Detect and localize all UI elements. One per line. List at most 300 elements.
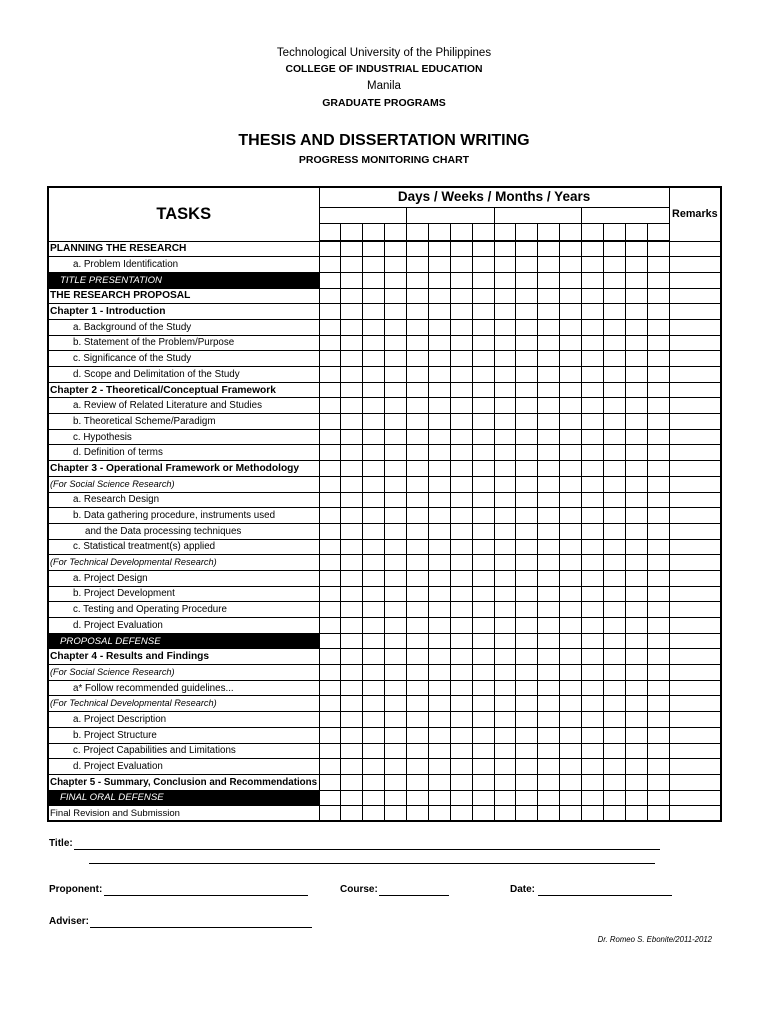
progress-cell [516, 382, 538, 398]
progress-cell [647, 241, 669, 257]
progress-cell [516, 539, 538, 555]
progress-cell [428, 382, 450, 398]
progress-cell [647, 696, 669, 712]
task-row [48, 414, 721, 430]
progress-cell [538, 445, 560, 461]
progress-cell [647, 555, 669, 571]
progress-cell [319, 727, 341, 743]
progress-cell [450, 586, 472, 602]
progress-cell [494, 712, 516, 728]
progress-cell [582, 445, 604, 461]
progress-cell [516, 304, 538, 320]
progress-cell [582, 523, 604, 539]
progress-cell [407, 665, 429, 681]
progress-cell [516, 665, 538, 681]
progress-cell [363, 523, 385, 539]
progress-cell [450, 774, 472, 790]
remarks-cell [669, 586, 721, 602]
progress-cell [538, 319, 560, 335]
progress-cell [494, 523, 516, 539]
progress-cell [582, 602, 604, 618]
progress-cell [538, 241, 560, 257]
remarks-header: Remarks [669, 187, 721, 241]
progress-cell [647, 774, 669, 790]
progress-cell [582, 633, 604, 649]
period-slot-cell [582, 223, 604, 241]
progress-cell [385, 492, 407, 508]
progress-cell [647, 398, 669, 414]
document-subtitle: PROGRESS MONITORING CHART [298, 154, 470, 166]
progress-cell [603, 555, 625, 571]
progress-cell [538, 429, 560, 445]
progress-cell [319, 272, 341, 288]
progress-cell [341, 790, 363, 806]
progress-cell [516, 288, 538, 304]
task-cell [48, 774, 319, 790]
progress-cell [494, 602, 516, 618]
progress-cell [625, 508, 647, 524]
progress-cell [625, 618, 647, 634]
progress-cell [363, 570, 385, 586]
progress-cell [647, 570, 669, 586]
progress-cell [472, 288, 494, 304]
remarks-cell [669, 618, 721, 634]
task-label: a. Project Design [73, 572, 148, 584]
progress-cell [363, 727, 385, 743]
progress-cell [385, 367, 407, 383]
period-group-cell [407, 207, 495, 223]
progress-cell [450, 288, 472, 304]
progress-cell [407, 461, 429, 477]
progress-cell [407, 272, 429, 288]
progress-cell [472, 774, 494, 790]
progress-cell [385, 680, 407, 696]
progress-cell [516, 555, 538, 571]
progress-cell [603, 382, 625, 398]
progress-cell [319, 806, 341, 822]
progress-cell [582, 555, 604, 571]
progress-cell [647, 288, 669, 304]
period-group-cell [494, 207, 582, 223]
progress-cell [428, 602, 450, 618]
progress-cell [341, 680, 363, 696]
task-cell [48, 555, 319, 571]
progress-cell [494, 272, 516, 288]
progress-cell [516, 351, 538, 367]
progress-cell [407, 476, 429, 492]
progress-cell [407, 774, 429, 790]
progress-cell [341, 649, 363, 665]
progress-cell [538, 759, 560, 775]
task-label: THE RESEARCH PROPOSAL [50, 290, 191, 302]
progress-cell [363, 398, 385, 414]
progress-cell [363, 743, 385, 759]
progress-cell [385, 335, 407, 351]
progress-cell [363, 712, 385, 728]
progress-cell [538, 335, 560, 351]
task-row [48, 539, 721, 555]
task-row [48, 665, 721, 681]
progress-cell [450, 618, 472, 634]
progress-cell [603, 727, 625, 743]
progress-cell [603, 445, 625, 461]
progress-cell [407, 523, 429, 539]
progress-cell [428, 680, 450, 696]
progress-cell [647, 586, 669, 602]
progress-cell [341, 476, 363, 492]
progress-cell [385, 806, 407, 822]
task-cell [48, 398, 319, 414]
progress-cell [560, 712, 582, 728]
progress-cell [407, 602, 429, 618]
progress-cell [472, 743, 494, 759]
progress-cell [341, 492, 363, 508]
progress-cell [363, 319, 385, 335]
progress-cell [560, 319, 582, 335]
task-row [48, 508, 721, 524]
progress-cell [494, 555, 516, 571]
progress-cell [319, 570, 341, 586]
progress-cell [538, 351, 560, 367]
progress-cell [472, 304, 494, 320]
progress-cell [472, 790, 494, 806]
task-rows [48, 241, 721, 821]
remarks-cell [669, 712, 721, 728]
progress-cell [494, 288, 516, 304]
progress-cell [494, 696, 516, 712]
progress-cell [428, 398, 450, 414]
task-label: c. Hypothesis [73, 431, 132, 443]
progress-cell [560, 680, 582, 696]
progress-cell [582, 774, 604, 790]
progress-cell [319, 382, 341, 398]
progress-cell [538, 492, 560, 508]
progress-cell [625, 461, 647, 477]
progress-cell [428, 539, 450, 555]
progress-cell [428, 272, 450, 288]
progress-cell [494, 335, 516, 351]
progress-cell [603, 319, 625, 335]
progress-cell [341, 743, 363, 759]
task-cell [48, 508, 319, 524]
progress-cell [516, 586, 538, 602]
progress-cell [319, 712, 341, 728]
progress-cell [538, 790, 560, 806]
task-row [48, 445, 721, 461]
task-row [48, 335, 721, 351]
progress-cell [647, 414, 669, 430]
progress-cell [450, 712, 472, 728]
progress-cell [647, 272, 669, 288]
progress-cell [428, 351, 450, 367]
task-label: c. Statistical treatment(s) applied [73, 541, 216, 553]
progress-cell [450, 523, 472, 539]
progress-cell [428, 774, 450, 790]
progress-cell [625, 712, 647, 728]
progress-cell [603, 570, 625, 586]
progress-cell [450, 743, 472, 759]
progress-cell [319, 790, 341, 806]
progress-cell [625, 790, 647, 806]
progress-cell [341, 257, 363, 273]
progress-cell [407, 570, 429, 586]
progress-cell [560, 288, 582, 304]
progress-cell [363, 367, 385, 383]
progress-cell [450, 304, 472, 320]
progress-cell [363, 759, 385, 775]
task-cell [48, 712, 319, 728]
progress-cell [450, 445, 472, 461]
progress-cell [385, 539, 407, 555]
progress-cell [319, 539, 341, 555]
progress-cell [450, 790, 472, 806]
title-blank-line-2 [89, 852, 655, 864]
task-cell [48, 461, 319, 477]
progress-cell [341, 272, 363, 288]
progress-cell [582, 461, 604, 477]
progress-cell [363, 618, 385, 634]
task-label: a. Problem Identification [73, 259, 179, 271]
progress-cell [516, 429, 538, 445]
progress-cell [319, 429, 341, 445]
progress-cell [560, 429, 582, 445]
task-cell [48, 414, 319, 430]
task-cell [48, 367, 319, 383]
progress-cell [494, 351, 516, 367]
progress-cell [625, 649, 647, 665]
progress-cell [647, 539, 669, 555]
progress-cell [385, 398, 407, 414]
progress-cell [516, 319, 538, 335]
task-label: Chapter 2 - Theoretical/Conceptual Framework [50, 384, 276, 396]
task-cell [48, 570, 319, 586]
task-row [48, 476, 721, 492]
progress-cell [603, 241, 625, 257]
progress-cell [603, 508, 625, 524]
progress-cell [341, 555, 363, 571]
progress-cell [516, 790, 538, 806]
progress-cell [538, 586, 560, 602]
progress-cell [472, 523, 494, 539]
progress-cell [538, 618, 560, 634]
period-slot-cell [407, 223, 429, 241]
task-cell [48, 665, 319, 681]
progress-cell [385, 382, 407, 398]
progress-cell [428, 445, 450, 461]
progress-cell [428, 304, 450, 320]
progress-cell [538, 555, 560, 571]
milestone-row [48, 790, 721, 806]
progress-cell [428, 367, 450, 383]
progress-cell [516, 445, 538, 461]
progress-cell [407, 633, 429, 649]
progress-cell [494, 633, 516, 649]
progress-cell [363, 586, 385, 602]
progress-cell [625, 492, 647, 508]
remarks-cell [669, 461, 721, 477]
task-label: d. Project Evaluation [73, 761, 163, 773]
task-row [48, 319, 721, 335]
progress-cell [319, 602, 341, 618]
task-row [48, 727, 721, 743]
progress-cell [319, 367, 341, 383]
period-slot-cell [472, 223, 494, 241]
progress-cell [625, 523, 647, 539]
period-slot-cell [538, 223, 560, 241]
progress-cell [625, 351, 647, 367]
progress-cell [450, 539, 472, 555]
progress-cell [560, 806, 582, 822]
task-cell [48, 523, 319, 539]
task-cell [48, 351, 319, 367]
progress-cell [472, 492, 494, 508]
progress-cell [341, 382, 363, 398]
task-cell [48, 633, 319, 649]
progress-cell [428, 492, 450, 508]
task-row [48, 570, 721, 586]
progress-cell [494, 429, 516, 445]
progress-cell [516, 602, 538, 618]
progress-cell [428, 241, 450, 257]
progress-cell [494, 414, 516, 430]
progress-cell [428, 461, 450, 477]
progress-cell [363, 414, 385, 430]
progress-cell [341, 570, 363, 586]
progress-cell [407, 806, 429, 822]
remarks-cell [669, 649, 721, 665]
title-label: Title: [49, 838, 73, 849]
progress-cell [472, 602, 494, 618]
progress-cell [647, 618, 669, 634]
task-row [48, 618, 721, 634]
progress-cell [428, 743, 450, 759]
progress-cell [582, 272, 604, 288]
task-row [48, 382, 721, 398]
progress-cell [407, 304, 429, 320]
progress-cell [603, 696, 625, 712]
progress-cell [385, 618, 407, 634]
progress-cell [516, 696, 538, 712]
progress-cell [516, 241, 538, 257]
task-label: a. Background of the Study [73, 321, 192, 333]
progress-cell [603, 759, 625, 775]
progress-cell [582, 680, 604, 696]
progress-cell [560, 665, 582, 681]
period-slot-cell [625, 223, 647, 241]
task-label: a. Review of Related Literature and Studies [73, 400, 262, 412]
progress-cell [494, 539, 516, 555]
task-row [48, 241, 721, 257]
progress-cell [516, 743, 538, 759]
progress-cell [647, 351, 669, 367]
progress-cell [625, 414, 647, 430]
progress-cell [428, 727, 450, 743]
remarks-cell [669, 382, 721, 398]
remarks-cell [669, 633, 721, 649]
progress-cell [560, 570, 582, 586]
task-cell [48, 806, 319, 822]
progress-cell [450, 633, 472, 649]
progress-cell [428, 570, 450, 586]
task-cell [48, 759, 319, 775]
progress-cell [494, 382, 516, 398]
progress-cell [472, 759, 494, 775]
progress-cell [319, 759, 341, 775]
progress-cell [647, 790, 669, 806]
remarks-cell [669, 774, 721, 790]
progress-cell [560, 414, 582, 430]
progress-cell [560, 398, 582, 414]
progress-cell [385, 272, 407, 288]
task-row [48, 288, 721, 304]
progress-cell [560, 508, 582, 524]
progress-cell [560, 586, 582, 602]
progress-cell [582, 492, 604, 508]
period-slot-cell [363, 223, 385, 241]
period-slot-cell [647, 223, 669, 241]
progress-cell [516, 398, 538, 414]
task-label: (For Technical Developmental Research) [50, 698, 217, 709]
progress-cell [625, 665, 647, 681]
progress-cell [494, 570, 516, 586]
progress-cell [647, 335, 669, 351]
progress-cell [472, 680, 494, 696]
progress-cell [450, 492, 472, 508]
progress-cell [363, 790, 385, 806]
task-cell [48, 649, 319, 665]
progress-cell [319, 304, 341, 320]
progress-cell [582, 727, 604, 743]
progress-cell [407, 319, 429, 335]
task-label: d. Definition of terms [73, 447, 163, 459]
progress-cell [516, 335, 538, 351]
progress-cell [494, 241, 516, 257]
progress-cell [319, 351, 341, 367]
progress-cell [560, 476, 582, 492]
progress-cell [582, 696, 604, 712]
period-slot-cell [450, 223, 472, 241]
progress-cell [385, 727, 407, 743]
progress-cell [582, 288, 604, 304]
progress-cell [582, 351, 604, 367]
progress-cell [494, 759, 516, 775]
task-row [48, 806, 721, 822]
progress-cell [603, 649, 625, 665]
period-slot-cell [319, 223, 341, 241]
progress-cell [582, 367, 604, 383]
progress-cell [363, 382, 385, 398]
task-label: Chapter 3 - Operational Framework or Methodology [50, 462, 300, 474]
task-cell [48, 539, 319, 555]
progress-cell [516, 508, 538, 524]
progress-cell [538, 304, 560, 320]
task-row [48, 712, 721, 728]
progress-cell [647, 759, 669, 775]
progress-cell [450, 398, 472, 414]
task-label: PLANNING THE RESEARCH [50, 243, 187, 255]
remarks-cell [669, 508, 721, 524]
task-cell [48, 445, 319, 461]
progress-cell [428, 665, 450, 681]
progress-cell [319, 555, 341, 571]
progress-cell [428, 429, 450, 445]
progress-cell [428, 257, 450, 273]
remarks-cell [669, 727, 721, 743]
title-blank-line [74, 838, 660, 850]
progress-cell [407, 539, 429, 555]
progress-cell [341, 774, 363, 790]
progress-cell [538, 257, 560, 273]
